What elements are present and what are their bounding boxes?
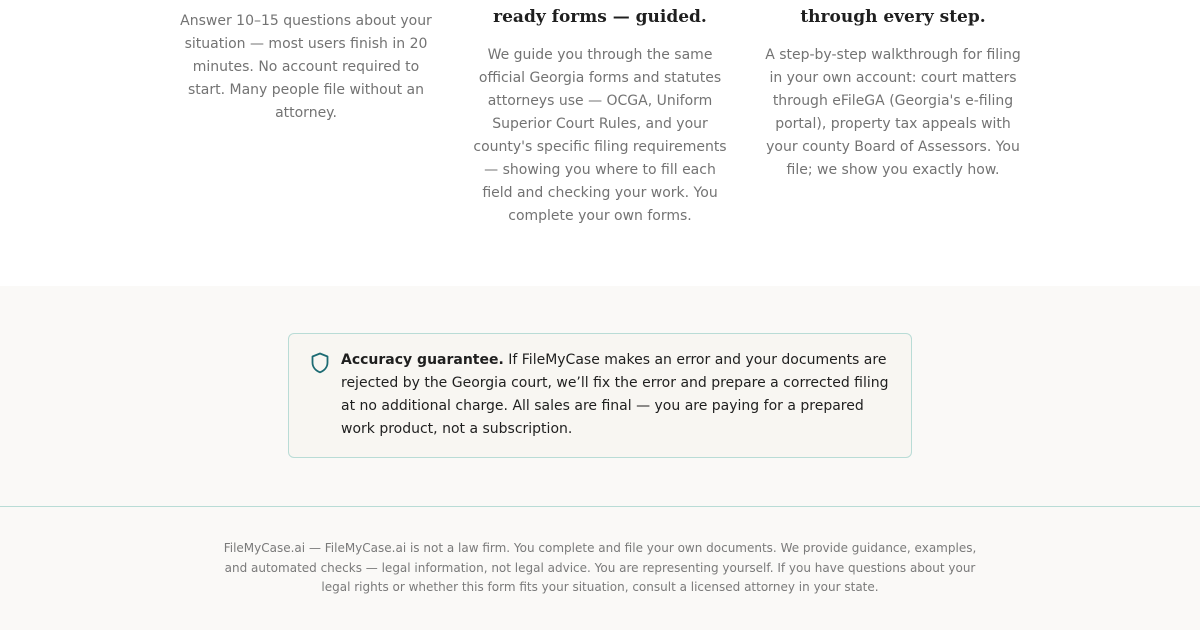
feature-title: ready forms — guided.	[493, 7, 707, 27]
feature-description: Answer 10–15 questions about your situation — most users finish in 20 minutes. No account required to start. Many people file without an attorney.	[180, 13, 432, 121]
feature-column-forms	[470, 0, 730, 228]
feature-column-filing	[763, 0, 1023, 182]
feature-description: We guide you through the same official Georgia forms and statutes attorneys use — OCGA, Uniform Superior Court Rules, and your county's specific filing requirements — showing you where to fill each field and checking your work. You complete your own forms.	[473, 47, 727, 224]
guarantee-text	[341, 349, 896, 441]
guarantee-heading: Accuracy guarantee.	[341, 352, 504, 368]
guarantee-body: If FileMyCase makes an error and your documents are rejected by the Georgia court, we’ll fix the error and prepare a corrected filing at no additional charge. All sales are final — you are paying for a prepared work product, not a subscription.	[341, 352, 889, 437]
feature-title: through every step.	[800, 7, 986, 27]
feature-description: A step-by-step walkthrough for filing in your own account: court matters through eFileGA (Georgia's e-filing portal), property tax appeals with your county Board of Assessors. You file; we show you exactly how.	[765, 47, 1021, 178]
footer-disclaimer: FileMyCase.ai — FileMyCase.ai is not a law firm. You complete and file your own documents. We provide guidance, examples, and automated checks — legal information, not legal advice. You are representing yourself. If you have questions about your legal rights or whether this form fits your situation, consult a licensed attorney in your state.	[223, 541, 977, 594]
shield-icon	[310, 352, 330, 374]
feature-column-questions	[176, 0, 436, 125]
features-section	[0, 0, 1200, 286]
guarantee-section	[0, 286, 1200, 507]
accuracy-guarantee-callout	[288, 333, 912, 458]
footer	[0, 506, 1200, 630]
